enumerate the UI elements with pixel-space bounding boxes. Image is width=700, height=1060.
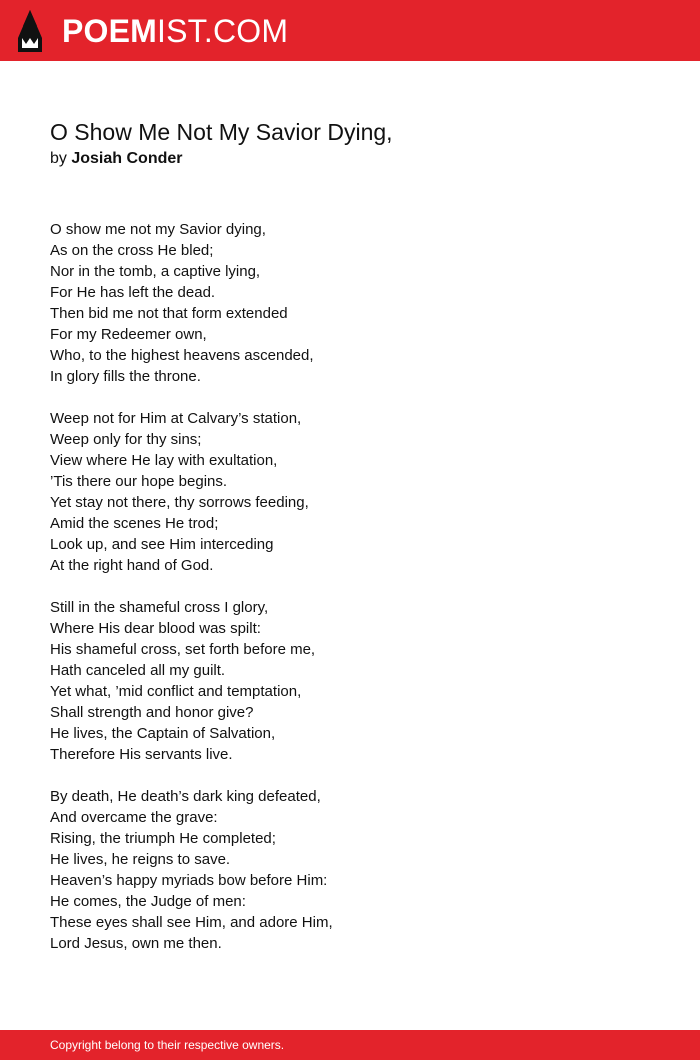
stanza [50,597,650,765]
poem-line: Weep not for Him at Calvary’s station, [50,410,302,427]
site-logo[interactable] [62,12,288,50]
poem-byline [50,149,183,169]
poem-line: His shameful cross, set forth before me, [50,641,316,658]
poem-line: ’Tis there our hope begins. [50,473,228,490]
poem-line: He comes, the Judge of men: [50,893,246,910]
logo-brand-bold: POEM [62,13,158,49]
poem-line: He lives, the Captain of Salvation, [50,725,276,742]
poem-line: By death, He death’s dark king defeated, [50,788,321,805]
poem-line: Then bid me not that form extended [50,305,288,322]
poem-line: For my Redeemer own, [50,326,207,343]
poem-line: Still in the shameful cross I glory, [50,599,269,616]
poem-title: O Show Me Not My Savior Dying, [50,119,393,145]
site-footer [0,1030,700,1060]
poem-line: Who, to the highest heavens ascended, [50,347,314,364]
copyright-text: Copyright belong to their respective owners. [50,1038,285,1052]
poem-line: In glory fills the throne. [50,368,201,385]
site-header [0,0,700,61]
stanza [50,219,650,387]
byline-prefix: by [50,150,67,167]
poem-line: Yet stay not there, thy sorrows feeding, [50,494,309,511]
poem-author: Josiah Conder [71,150,183,167]
poem-line: These eyes shall see Him, and adore Him, [50,914,333,931]
poem-line: For He has left the dead. [50,284,216,301]
poem-line: Heaven’s happy myriads bow before Him: [50,872,328,889]
poem-line: Amid the scenes He trod; [50,515,219,532]
poem-line: O show me not my Savior dying, [50,221,266,238]
poem-line: And overcame the grave: [50,809,218,826]
poem-line: Hath canceled all my guilt. [50,662,226,679]
stanza [50,786,650,954]
poem-body [50,219,650,975]
poem-line: View where He lay with exultation, [50,452,278,469]
poem-line: Lord Jesus, own me then. [50,935,222,952]
poem-line: As on the cross He bled; [50,242,214,259]
poem-line: He lives, he reigns to save. [50,851,231,868]
poem-line: Rising, the triumph He completed; [50,830,276,847]
poem-line: At the right hand of God. [50,557,214,574]
poem-line: Shall strength and honor give? [50,704,254,721]
pencil-icon[interactable] [18,10,42,52]
poem-line: Where His dear blood was spilt: [50,620,261,637]
stanza [50,408,650,576]
poem-line: Yet what, ’mid conflict and temptation, [50,683,302,700]
poem-line: Weep only for thy sins; [50,431,202,448]
poem-line: Therefore His servants live. [50,746,233,763]
poem-line: Nor in the tomb, a captive lying, [50,263,261,280]
logo-brand-light: IST.COM [157,13,289,49]
poem-line: Look up, and see Him interceding [50,536,274,553]
